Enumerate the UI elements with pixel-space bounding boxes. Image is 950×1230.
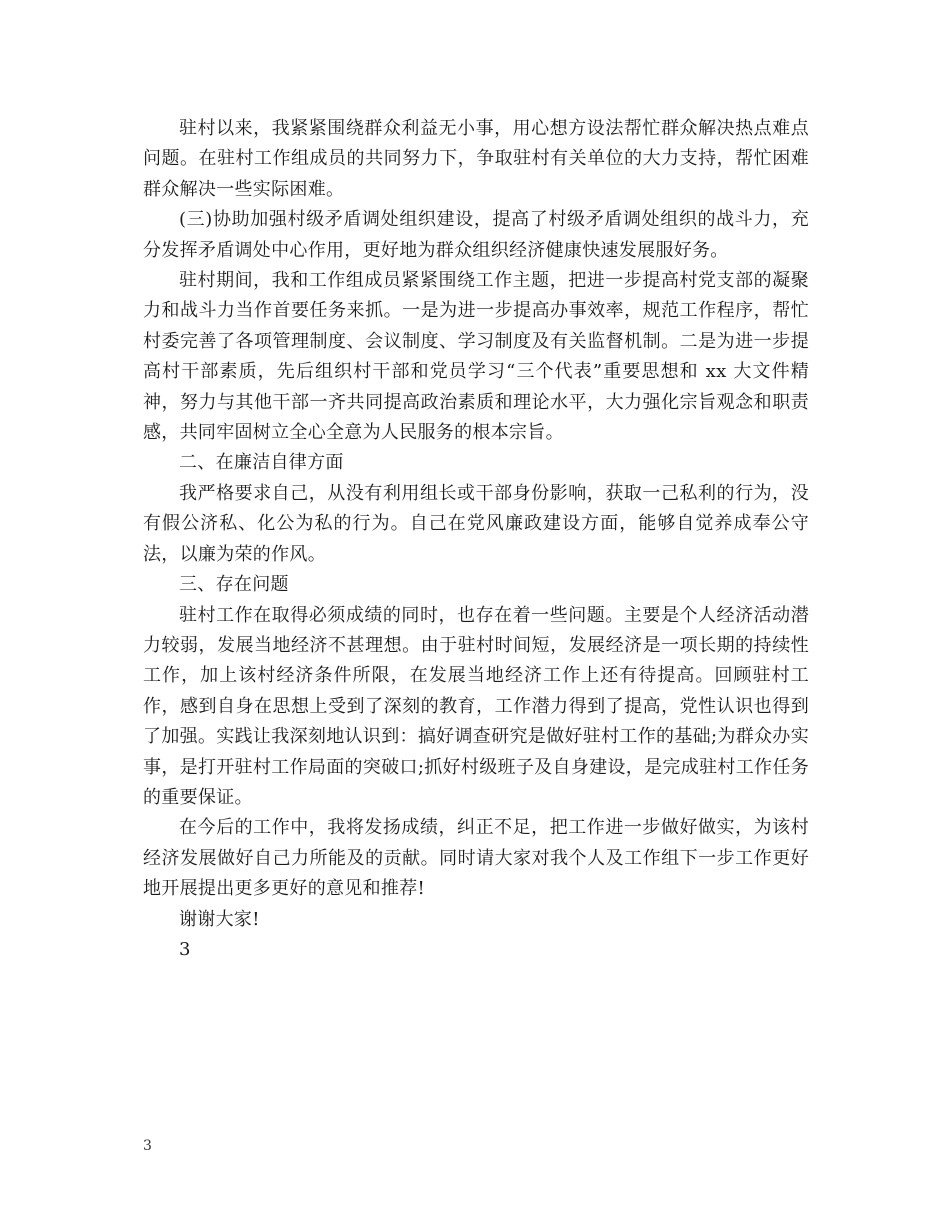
section-heading-problems: 三、存在问题 bbox=[179, 574, 289, 596]
paragraph-problems: 驻村工作在取得必须成绩的同时，也存在着一些问题。主要是个人经济活动潜力较弱，发展当地经济不甚理想。由于驻村时间短，发展经济是一项长期的持续性工作，加上该村经济条件所限，在发展当地经济工作上还有待提高。回顾驻村工作，感到自身在思想上受到了深刻的教育，工作潜力得到了提高，党性认识也得到了加强。实践让我深刻地认识到：搞好调查研究是做好驻村工作的基础;为群众办实事，是打开驻村工作局面的突破口;抓好村级班子及自身建设，是完成驻村工作任务的重要保证。 bbox=[143, 604, 809, 808]
paragraph-integrity: 我严格要求自己，从没有利用组长或干部身份影响，获取一己私利的行为，没有假公济私、化公为私的行为。自己在党风廉政建设方面，能够自觉养成奉公守法，以廉为荣的作风。 bbox=[143, 482, 809, 565]
paragraph-help-masses: 驻村以来，我紧紧围绕群众利益无小事，用心想方设法帮忙群众解决热点难点问题。在驻村工作组成员的共同努力下，争取驻村有关单位的大力支持，帮忙困难群众解决一些实际困难。 bbox=[143, 118, 809, 200]
paragraph-mediation-organization: (三)协助加强村级矛盾调处组织建设，提高了村级矛盾调处组织的战斗力，充分发挥矛盾调处中心作用，更好地为群众组织经济健康快速发展服好务。 bbox=[143, 209, 809, 261]
paragraph-party-branch-building: 驻村期间，我和工作组成员紧紧围绕工作主题，把进一步提高村党支部的凝聚力和战斗力当作首要任务来抓。一是为进一步提高办事效率，规范工作程序，帮忙村委完善了各项管理制度、会议制度、学习制度及有关监督机制。二是为进一步提高村干部素质，先后组织村干部和党员学习“三个代表”重要思想和 xx 大文件精神，努力与其他干部一齐共同提高政治素质和理论水平，大力强化宗旨观念和职责感，共同牢固树立全心全意为人民服务的根本宗旨。 bbox=[143, 270, 809, 444]
paragraph-inline-page-number: 3 bbox=[179, 938, 191, 960]
paragraph-future-work: 在今后的工作中，我将发扬成绩，纠正不足，把工作进一步做好做实，为该村经济发展做好自己力所能及的贡献。同时请大家对我个人及工作组下一步工作更好地开展提出更多更好的意见和推荐! bbox=[143, 817, 809, 900]
section-heading-integrity: 二、在廉洁自律方面 bbox=[179, 452, 344, 474]
document-body bbox=[143, 114, 809, 965]
paragraph-thanks: 谢谢大家! bbox=[179, 908, 260, 930]
footer-page-number: 3 bbox=[143, 1138, 152, 1154]
